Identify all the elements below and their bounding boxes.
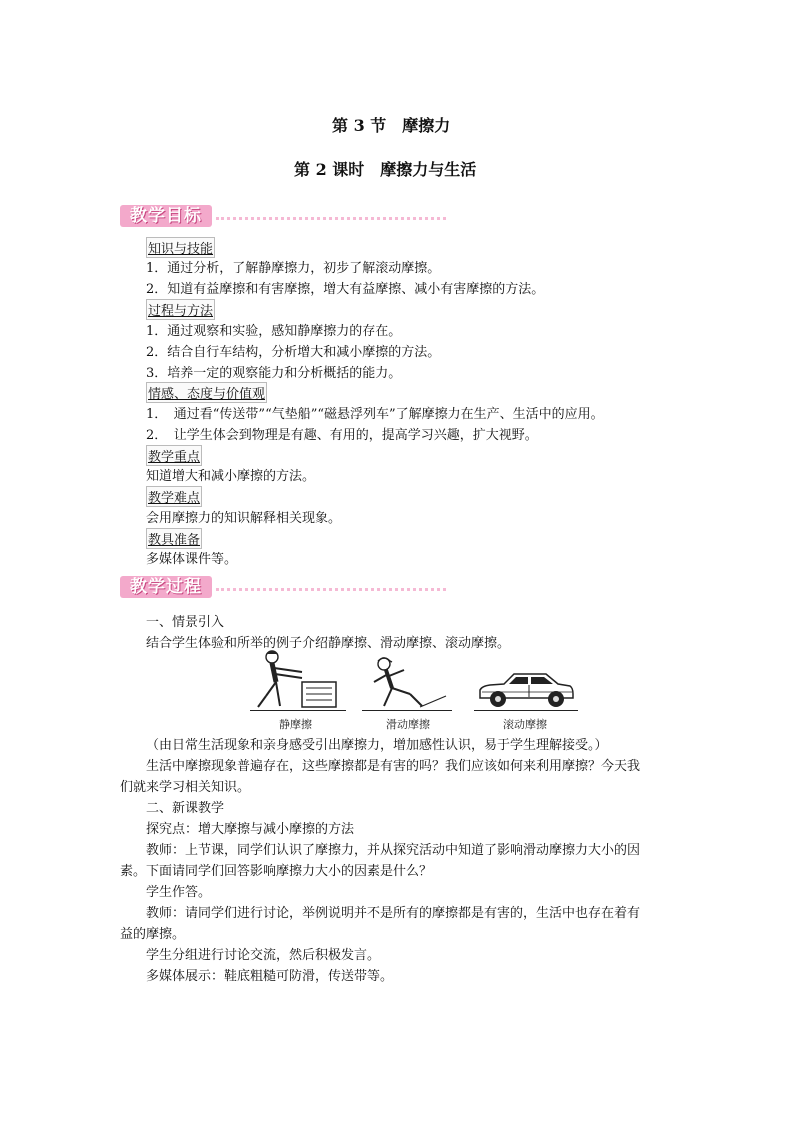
static-friction-caption: 静摩擦: [279, 718, 312, 731]
explore-point: 探究点：增大摩擦与减小摩擦的方法: [146, 822, 355, 837]
rolling-friction-ground: [474, 710, 578, 711]
process-heading: 教学过程: [120, 576, 212, 598]
difficulty-label: 教学难点: [146, 486, 202, 507]
knowledge-item: 1．通过分析，了解静摩擦力，初步了解滚动摩擦。: [146, 261, 441, 276]
intro-text: 结合学生体验和所举的例子介绍静摩擦、滑动摩擦、滚动摩擦。: [146, 636, 511, 651]
page-title: 第 3 节 摩擦力: [332, 116, 451, 135]
sliding-friction-illustration: [362, 652, 452, 710]
heading-dotted-line: [216, 217, 446, 220]
tools-text: 多媒体课件等。: [146, 552, 238, 567]
paragraph-line: 益的摩擦。: [120, 927, 186, 942]
page-subtitle: 第 2 课时 摩擦力与生活: [294, 160, 477, 179]
process-label: 过程与方法: [146, 299, 215, 320]
paragraph-line: 学生作答。: [146, 885, 212, 900]
key-label: 教学重点: [146, 445, 202, 466]
sliding-friction-ground: [362, 710, 452, 711]
difficulty-text: 会用摩擦力的知识解释相关现象。: [146, 511, 342, 526]
static-friction-ground: [250, 710, 346, 711]
key-text: 知道增大和减小摩擦的方法。: [146, 469, 316, 484]
intro-title: 一、情景引入: [146, 615, 225, 630]
emotion-item: 1． 通过看“传送带”“气垫船”“磁悬浮列车”了解摩擦力在生产、生活中的应用。: [146, 407, 604, 422]
objectives-heading: 教学目标: [120, 205, 212, 227]
process-item: 1．通过观察和实验，感知静摩擦力的存在。: [146, 324, 402, 339]
process-section-header: [120, 575, 446, 599]
new-lesson-title: 二、新课教学: [146, 801, 225, 816]
paragraph-line: 生活中摩擦现象普遍存在，这些摩擦都是有害的吗？我们应该如何来利用摩擦？今天我: [146, 759, 641, 774]
paragraph-line: 教师：请同学们进行讨论，举例说明并不是所有的摩擦都是有害的，生活中也存在着有: [146, 906, 641, 921]
emotion-item: 2． 让学生体会到物理是有趣、有用的，提高学习兴趣，扩大视野。: [146, 428, 538, 443]
intro-note: （由日常生活现象和亲身感受引出摩擦力，增加感性认识，易于学生理解接受。）: [146, 738, 608, 753]
sliding-friction-caption: 滑动摩擦: [386, 718, 430, 731]
heading-dotted-line: [216, 588, 446, 591]
rolling-friction-caption: 滚动摩擦: [503, 718, 547, 731]
paragraph-line: 教师：上节课，同学们认识了摩擦力，并从探究活动中知道了影响滑动摩擦力大小的因: [146, 843, 641, 858]
static-friction-illustration: [250, 648, 346, 710]
knowledge-item: 2．知道有益摩擦和有害摩擦，增大有益摩擦、减小有害摩擦的方法。: [146, 282, 545, 297]
objectives-section-header: [120, 204, 446, 228]
paragraph-line: 多媒体展示：鞋底粗糙可防滑，传送带等。: [146, 969, 394, 984]
emotion-label: 情感、态度与价值观: [146, 382, 267, 403]
tools-label: 教具准备: [146, 528, 202, 549]
paragraph-line: 素。下面请同学们回答影响摩擦力大小的因素是什么？: [120, 864, 433, 879]
process-item: 2．结合自行车结构，分析增大和减小摩擦的方法。: [146, 345, 441, 360]
paragraph-line: 们就来学习相关知识。: [120, 780, 251, 795]
rolling-friction-illustration: [476, 668, 576, 710]
paragraph-line: 学生分组进行讨论交流，然后积极发言。: [146, 948, 381, 963]
knowledge-label: 知识与技能: [146, 237, 215, 258]
process-item: 3．培养一定的观察能力和分析概括的能力。: [146, 366, 402, 381]
